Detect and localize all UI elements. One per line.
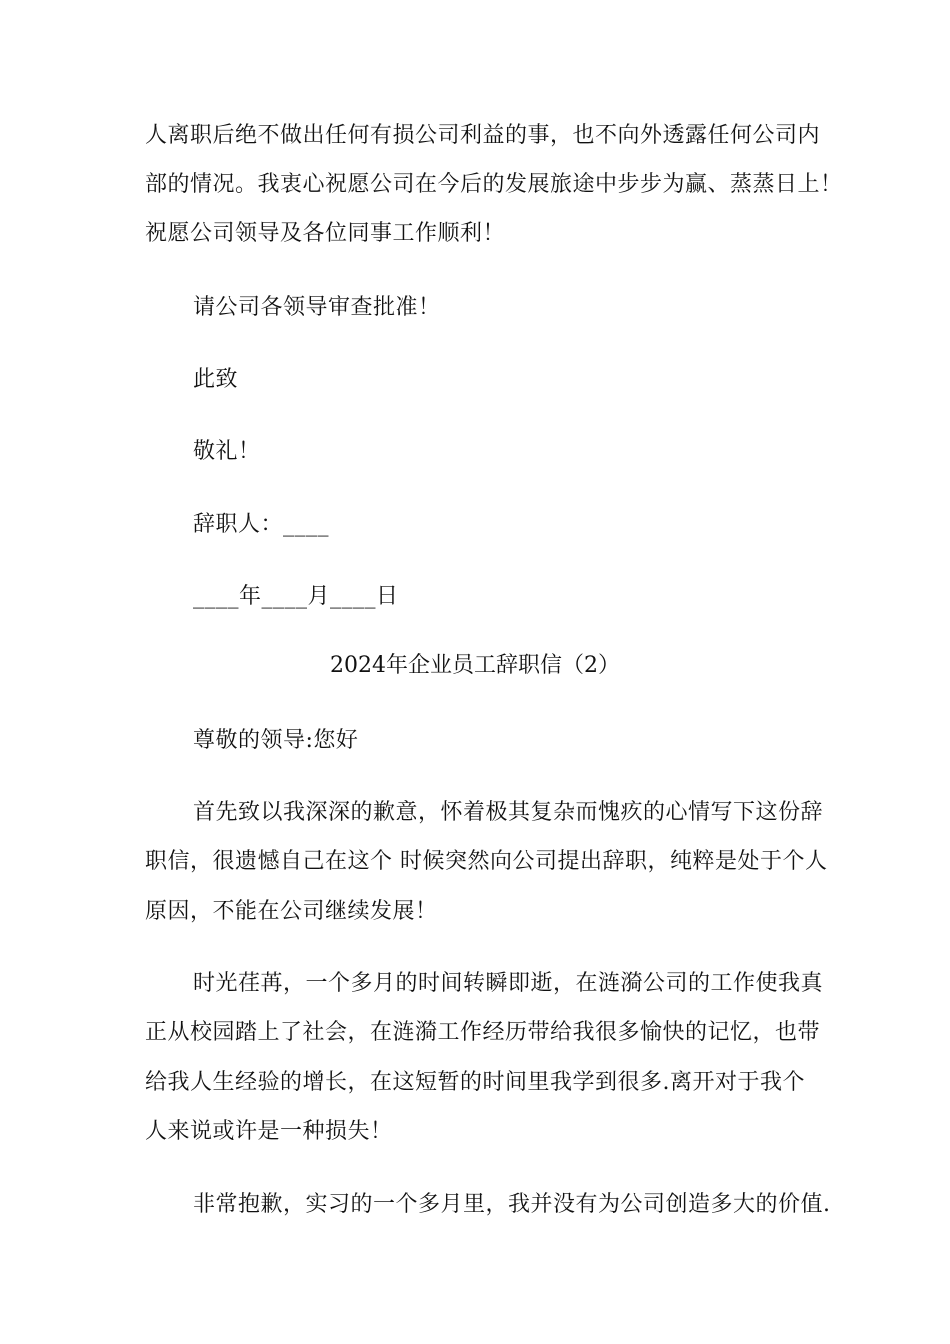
- paragraph-4-line-1: 非常抱歉，实习的一个多月里，我并没有为公司创造多大的价值.: [193, 1192, 831, 1217]
- paragraph-2-line-2: 职信，很遗憾自己在这个 时候突然向公司提出辞职，纯粹是处于个人: [145, 849, 828, 874]
- paragraph-3-line-4: 人来说或许是一种损失！: [145, 1119, 393, 1144]
- paragraph-2-line-3: 原因，不能在公司继续发展！: [145, 899, 438, 924]
- approve-request: 请公司各领导审查批准！: [193, 295, 441, 320]
- closing-cizhi: 此致: [193, 367, 239, 392]
- letter-title: 2024年企业员工辞职信（2）: [330, 653, 620, 678]
- paragraph-1-line-2: 部的情况。我衷心祝愿公司在今后的发展旅途中步步为赢、蒸蒸日上！: [145, 172, 843, 197]
- paragraph-2-line-1: 首先致以我深深的歉意，怀着极其复杂而愧疚的心情写下这份辞: [193, 800, 824, 825]
- paragraph-1-line-1: 人离职后绝不做出任何有损公司利益的事，也不向外透露任何公司内: [145, 123, 821, 148]
- closing-jingli: 敬礼！: [193, 439, 261, 464]
- paragraph-1-line-3: 祝愿公司领导及各位同事工作顺利！: [145, 221, 506, 246]
- date-line: ____年____月____日: [193, 584, 399, 609]
- paragraph-3-line-1: 时光荏苒，一个多月的时间转瞬即逝，在涟漪公司的工作使我真: [193, 971, 824, 996]
- resigner-signature: 辞职人：____: [193, 512, 330, 537]
- greeting: 尊敬的领导:您好: [193, 728, 359, 753]
- paragraph-3-line-2: 正从校园踏上了社会，在涟漪工作经历带给我很多愉快的记忆，也带: [145, 1020, 821, 1045]
- paragraph-3-line-3: 给我人生经验的增长，在这短暂的时间里我学到很多.离开对于我个: [145, 1070, 805, 1095]
